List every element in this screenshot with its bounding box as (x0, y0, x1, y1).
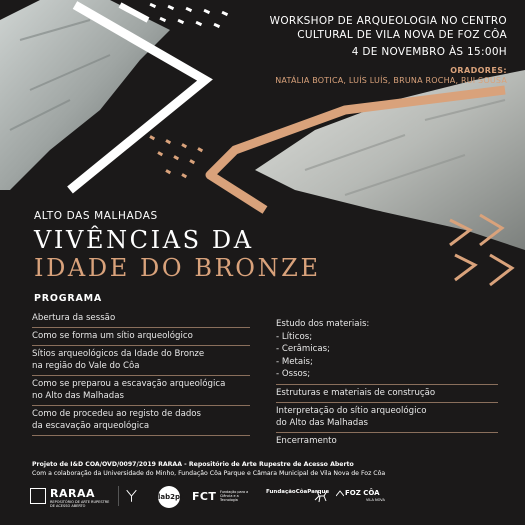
program-item-text: do Alto das Malhadas (276, 417, 368, 428)
program-item-text: Sítios arqueológicos da Idade do Bronze (32, 349, 205, 359)
program-item-text: Abertura da sessão (32, 313, 116, 323)
poster-title-line-2: IDADE DO BRONZE (34, 254, 321, 282)
program-item (32, 376, 250, 406)
foz-coa-logo-subtitle: VILA NOVA (366, 498, 385, 502)
program-left-column (32, 310, 250, 436)
project-reference: Projeto de I&D COA/OVD/0097/2019 RARAA - Repositório de Arte Rupestre de Acesso Aberto (32, 461, 354, 468)
event-title-line-2: CULTURAL DE VILA NOVA DE FOZ CÔA (297, 29, 507, 41)
copper-swoosh-decoration (205, 80, 525, 220)
partner-logos (30, 484, 500, 514)
program-item-text: na região do Vale do Côa (32, 361, 140, 371)
event-date: 4 DE NOVEMBRO ÀS 15:00H (351, 46, 507, 58)
raraa-logo-subtitle: REPOSITÓRIO DE ARTE RUPESTRE DE ACESSO ABERTO (50, 500, 110, 508)
event-title-line-1: WORKSHOP DE ARQUEOLOGIA NO CENTRO (269, 15, 507, 27)
program-item-text: da escavação arqueológica (32, 421, 150, 431)
program-item (32, 328, 250, 346)
deer-icon (312, 488, 330, 504)
raraa-logo-icon (30, 488, 46, 504)
program-right-column (276, 316, 498, 447)
speakers-list: NATÁLIA BOTICA, LUÍS LUÍS, BRUNA ROCHA, RUI SOUSA (275, 76, 507, 85)
copper-dashes-decoration (140, 130, 220, 190)
program-item-text: Como se preparou a escavação arqueológica (32, 379, 226, 389)
program-item-text: Como se forma um sítio arqueológico (32, 331, 193, 341)
fct-logo: FCT (192, 490, 217, 503)
poster-subtitle: ALTO DAS MALHADAS (34, 210, 158, 222)
program-item (32, 346, 250, 376)
program-item (276, 385, 498, 403)
program-item-text: Encerramento (276, 435, 337, 446)
university-minho-logo-icon (118, 486, 144, 506)
fundacao-coa-parque-logo: FundaçãoCôaParque (266, 489, 330, 495)
program-item-text: no Alto das Malhadas (32, 391, 124, 401)
program-subitem: - Líticos; (276, 331, 313, 342)
program-item-materials (276, 316, 498, 385)
lab2pt-logo: lab2pt (158, 486, 180, 508)
speakers-label: ORADORES: (450, 66, 507, 75)
program-label: PROGRAMA (34, 293, 103, 304)
foz-coa-logo: FOZ CÔA (345, 489, 380, 497)
footer-credits (32, 460, 502, 478)
event-header (207, 14, 507, 85)
program-item (32, 310, 250, 328)
program-item (32, 406, 250, 436)
foz-coa-mark-icon (336, 490, 344, 498)
program-item (276, 403, 498, 433)
copper-arrow-marks-decoration (440, 200, 525, 290)
collaboration-note: Com a colaboração da Universidade do Minho, Fundação Côa Parque e Câmara Municipal de Vila Nova de Foz Côa (32, 470, 386, 477)
fct-logo-subtitle: Fundação para a Ciência e a Tecnologia (220, 490, 249, 502)
program-item-text: Interpretação do sítio arqueológico (276, 405, 427, 416)
program-subitem: - Ossos; (276, 369, 311, 379)
raraa-logo-text: RARAA (50, 487, 95, 500)
poster-title-line-1: VIVÊNCIAS DA (34, 226, 254, 254)
program-item-text: Estudo dos materiais: (276, 319, 370, 329)
program-item (276, 433, 498, 447)
program-item-text: Estruturas e materiais de construção (276, 387, 436, 398)
program-subitem: - Cerâmicas; (276, 344, 331, 354)
program-subitem: - Metais; (276, 356, 313, 367)
program-item-text: Como de procedeu ao registo de dados (32, 409, 202, 419)
